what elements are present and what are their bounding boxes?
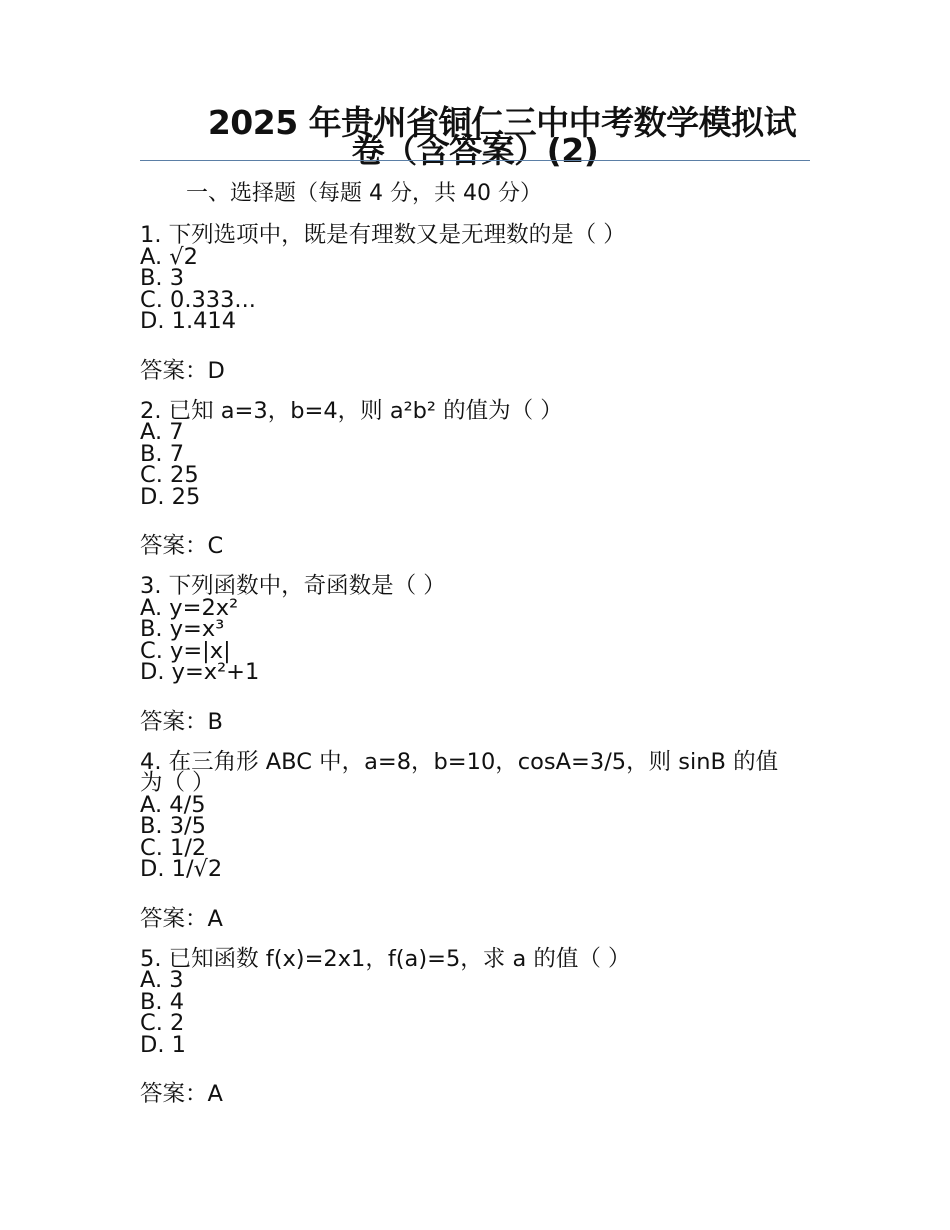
option-b: B. 4	[140, 988, 185, 1015]
question-4	[140, 748, 812, 882]
option-c: C. 1/2	[140, 834, 207, 861]
answer-1: 答案：D	[140, 357, 225, 384]
option-b: B. 7	[140, 440, 185, 467]
answer-3: 答案：B	[140, 708, 223, 735]
option-b: B. y=x³	[140, 616, 225, 642]
question-5	[140, 945, 812, 1058]
option-a: A. 7	[140, 419, 184, 445]
section-heading: 一、选择题（每题 4 分，共 40 分）	[186, 181, 542, 206]
answer-4: 答案：A	[140, 905, 223, 932]
option-d: D. 1/√2	[140, 856, 223, 882]
title-line-1: 2025 年贵州省铜仁三中中考数学模拟试	[207, 103, 797, 142]
option-c: C. 25	[140, 462, 199, 488]
answer-2: 答案：C	[140, 533, 224, 559]
question-1	[140, 222, 812, 334]
question-stem: 1. 下列选项中，既是有理数又是无理数的是（ ）	[140, 222, 626, 248]
option-c: C. y=|x|	[140, 637, 231, 664]
question-stem: 2. 已知 a=3，b=4，则 a²b² 的值为（ ）	[140, 397, 563, 424]
question-stem: 4. 在三角形 ABC 中，a=8，b=10，cosA=3/5，则 sinB 的值	[140, 748, 779, 775]
question-2	[140, 397, 812, 510]
answer-5: 答案：A	[140, 1081, 223, 1107]
option-a: A. y=2x²	[140, 594, 239, 621]
option-a: A. 4/5	[140, 791, 206, 818]
title-divider	[140, 160, 810, 161]
option-d: D. 1	[140, 1031, 186, 1058]
option-c: C. 0.333...	[140, 286, 256, 313]
question-stem-continued: 为（ ）	[140, 770, 215, 796]
option-a: A. 3	[140, 967, 184, 993]
title-line-2: 卷（含答案）(2)	[351, 131, 599, 170]
option-d: D. 1.414	[140, 308, 237, 334]
question-list	[140, 222, 812, 1124]
option-a: A. √2	[140, 243, 198, 270]
page-title	[140, 103, 810, 170]
question-stem: 5. 已知函数 f(x)=2x1，f(a)=5，求 a 的值（ ）	[140, 945, 631, 972]
option-d: D. y=x²+1	[140, 659, 260, 685]
question-3	[140, 573, 812, 685]
option-c: C. 2	[140, 1010, 185, 1036]
option-d: D. 25	[140, 483, 201, 510]
option-b: B. 3/5	[140, 813, 206, 839]
option-b: B. 3	[140, 265, 185, 291]
question-stem: 3. 下列函数中，奇函数是（ ）	[140, 573, 446, 599]
